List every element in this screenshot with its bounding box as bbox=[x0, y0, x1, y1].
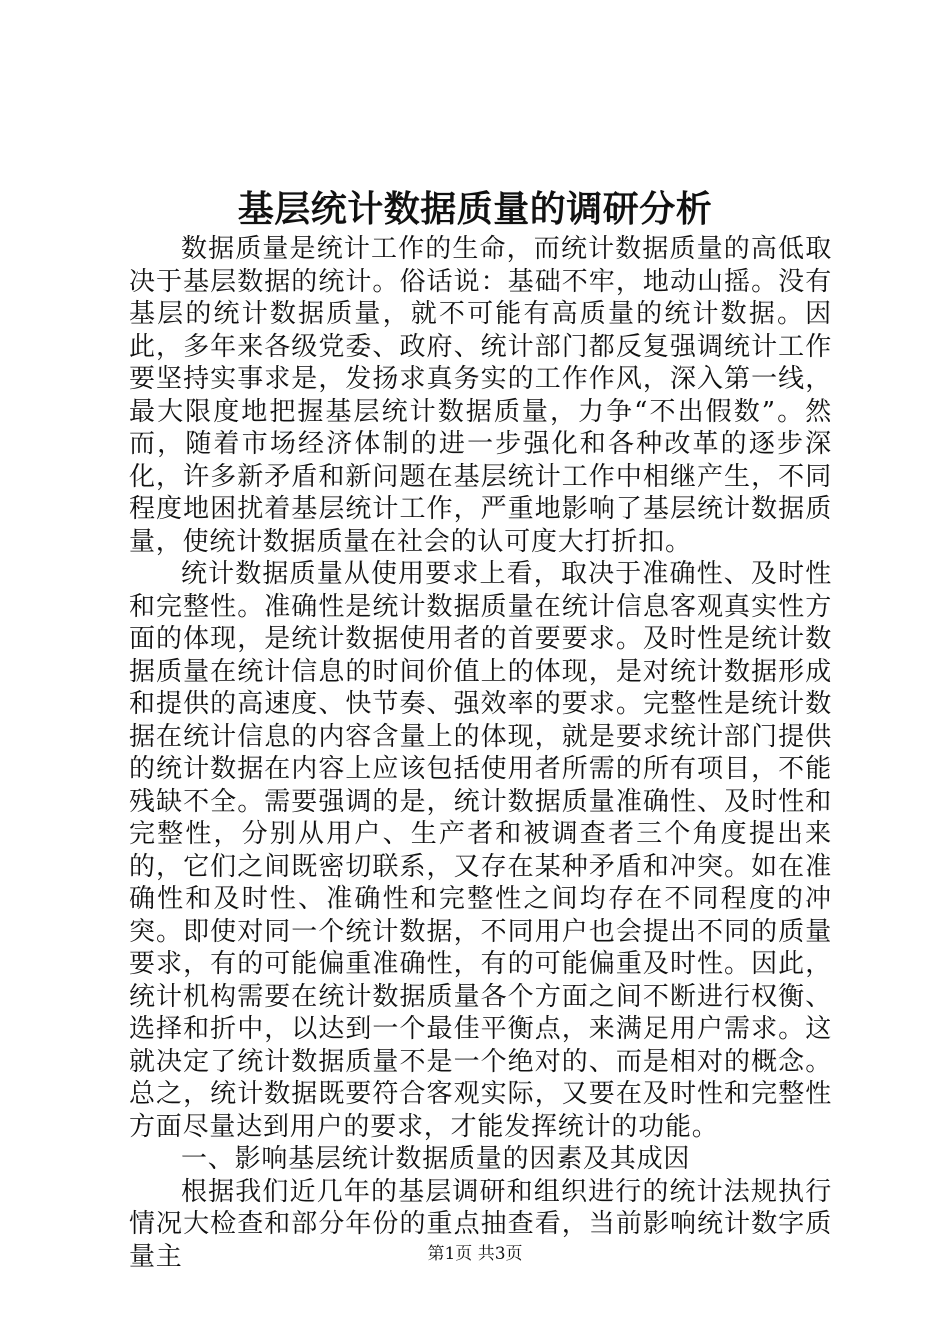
paragraph-section-one: 根据我们近几年的基层调研和组织进行的统计法规执行情况大检查和部分年份的重点抽查看，当前影响统计数字质量主 bbox=[129, 1176, 832, 1272]
document-title: 基层统计数据质量的调研分析 bbox=[237, 188, 713, 230]
document-body bbox=[129, 233, 832, 1273]
page-footer: 第1页 共3页 bbox=[427, 1244, 523, 1264]
paragraph-intro: 数据质量是统计工作的生命，而统计数据质量的高低取决于基层数据的统计。俗话说：基础不牢，地动山摇。没有基层的统计数据质量，就不可能有高质量的统计数据。因此，多年来各级党委、政府、统计部门都反复强调统计工作要坚持实事求是，发扬求真务实的工作作风，深入第一线，最大限度地把握基层统计数据质量，力争“不出假数”。然而，随着市场经济体制的进一步强化和各种改革的逐步深化，许多新矛盾和新问题在基层统计工作中相继产生，不同程度地困扰着基层统计工作，严重地影响了基层统计数据质量，使统计数据质量在社会的认可度大打折扣。 bbox=[129, 234, 832, 557]
paragraph-quality-dimensions: 统计数据质量从使用要求上看，取决于准确性、及时性和完整性。准确性是统计数据质量在统计信息客观真实性方面的体现，是统计数据使用者的首要要求。及时性是统计数据质量在统计信息的时间价值上的体现，是对统计数据形成和提供的高速度、快节奏、强效率的要求。完整性是统计数据在统计信息的内容含量上的体现，就是要求统计部门提供的统计数据在内容上应该包括使用者所需的所有项目，不能残缺不全。需要强调的是，统计数据质量准确性、及时性和完整性，分别从用户、生产者和被调查者三个角度提出来的，它们之间既密切联系，又存在某种矛盾和冲突。如在准确性和及时性、准确性和完整性之间均存在不同程度的冲突。即使对同一个统计数据，不同用户也会提出不同的质量要求，有的可能偏重准确性，有的可能偏重及时性。因此，统计机构需要在统计数据质量各个方面之间不断进行权衡、选择和折中，以达到一个最佳平衡点，来满足用户需求。这就决定了统计数据质量不是一个绝对的、而是相对的概念。总之，统计数据既要符合客观实际，又要在及时性和完整性方面尽量达到用户的要求，才能发挥统计的功能。 bbox=[129, 559, 832, 1142]
section-heading: 一、影响基层统计数据质量的因素及其成因 bbox=[181, 1144, 691, 1174]
